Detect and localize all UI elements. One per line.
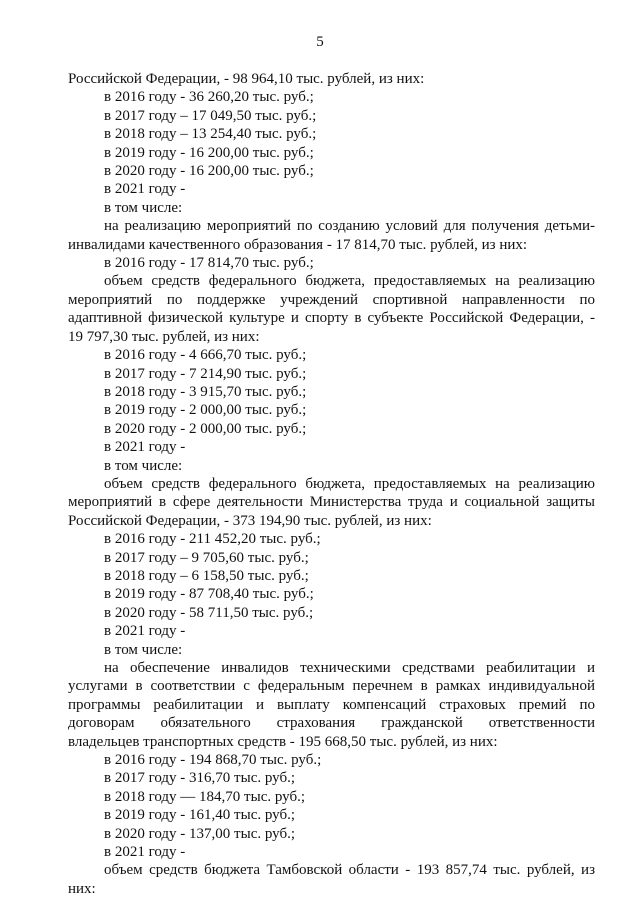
text-line: владельцев транспортных средств - 195 668,50 тыс. рублей, из них:	[68, 733, 498, 750]
text-line: объем средств бюджета Тамбовской области - 193 857,74 тыс. рублей, из	[104, 862, 595, 879]
text-line: в 2021 году -	[104, 181, 186, 198]
text-line: в 2019 году - 87 708,40 тыс. руб.;	[104, 586, 314, 603]
text-line: в 2016 году - 36 260,20 тыс. руб.;	[104, 89, 314, 106]
text-line: объем средств федерального бюджета, предоставляемых на реализацию	[104, 273, 595, 290]
text-line: в 2018 году — 184,70 тыс. руб.;	[104, 788, 306, 805]
text-line: мероприятий в сфере деятельности Министерства труда и социальной защиты	[68, 494, 595, 511]
text-line: в том числе:	[104, 199, 183, 216]
text-line: в 2017 году – 17 049,50 тыс. руб.;	[104, 107, 317, 124]
text-line: в том числе:	[104, 457, 183, 474]
text-line: них:	[68, 880, 96, 897]
text-line: на реализацию мероприятий по созданию условий для получения детьми-	[104, 218, 595, 235]
text-line: в 2016 году - 17 814,70 тыс. руб.;	[104, 255, 314, 272]
text-line: Российской Федерации, - 373 194,90 тыс. рублей, из них:	[68, 512, 432, 529]
text-line: договорам обязательного страхования гражданской ответственности	[68, 715, 595, 732]
document-body	[68, 70, 595, 898]
text-line: программы реабилитации и выплату компенсаций страховых премий по	[68, 696, 595, 713]
text-line: 19 797,30 тыс. рублей, из них:	[68, 328, 260, 345]
page-number: 5	[316, 34, 324, 50]
text-line: в 2020 году - 16 200,00 тыс. руб.;	[104, 163, 314, 180]
text-line: в 2018 году – 13 254,40 тыс. руб.;	[104, 126, 317, 143]
text-line: в 2017 году - 316,70 тыс. руб.;	[104, 770, 296, 787]
text-line: в 2017 году - 7 214,90 тыс. руб.;	[104, 365, 307, 382]
text-line: объем средств федерального бюджета, предоставляемых на реализацию	[104, 475, 595, 492]
text-line: в 2021 году -	[104, 844, 186, 861]
text-line: в 2021 году -	[104, 439, 186, 456]
text-line: в 2021 году -	[104, 623, 186, 640]
text-line: в 2018 году - 3 915,70 тыс. руб.;	[104, 383, 307, 400]
text-line: услугами в соответствии с федеральным перечнем в рамках индивидуальной	[68, 678, 595, 695]
text-line: в 2017 году – 9 705,60 тыс. руб.;	[104, 549, 309, 566]
text-line: в том числе:	[104, 641, 183, 658]
text-line: инвалидами качественного образования - 17 814,70 тыс. рублей, из них:	[68, 236, 528, 253]
text-line: в 2018 году – 6 158,50 тыс. руб.;	[104, 567, 309, 584]
text-line: в 2016 году - 4 666,70 тыс. руб.;	[104, 347, 307, 364]
text-line: мероприятий по поддержке учреждений спортивной направленности по	[68, 291, 595, 308]
text-line: в 2016 году - 194 868,70 тыс. руб.;	[104, 752, 322, 769]
text-line: на обеспечение инвалидов техническими средствами реабилитации и	[104, 660, 595, 676]
text-line: в 2016 году - 211 452,20 тыс. руб.;	[104, 531, 321, 548]
text-line: адаптивной физической культуре и спорту в субъекте Российской Федерации, -	[68, 310, 595, 327]
text-line: Российской Федерации, - 98 964,10 тыс. рублей, из них:	[68, 71, 425, 87]
text-line: в 2019 году - 161,40 тыс. руб.;	[104, 807, 296, 824]
text-line: в 2020 году - 58 711,50 тыс. руб.;	[104, 604, 314, 621]
text-line: в 2020 году - 137,00 тыс. руб.;	[104, 825, 296, 842]
text-line: в 2019 году - 16 200,00 тыс. руб.;	[104, 144, 314, 161]
text-line: в 2019 году - 2 000,00 тыс. руб.;	[104, 402, 307, 419]
text-line: в 2020 году - 2 000,00 тыс. руб.;	[104, 420, 307, 437]
